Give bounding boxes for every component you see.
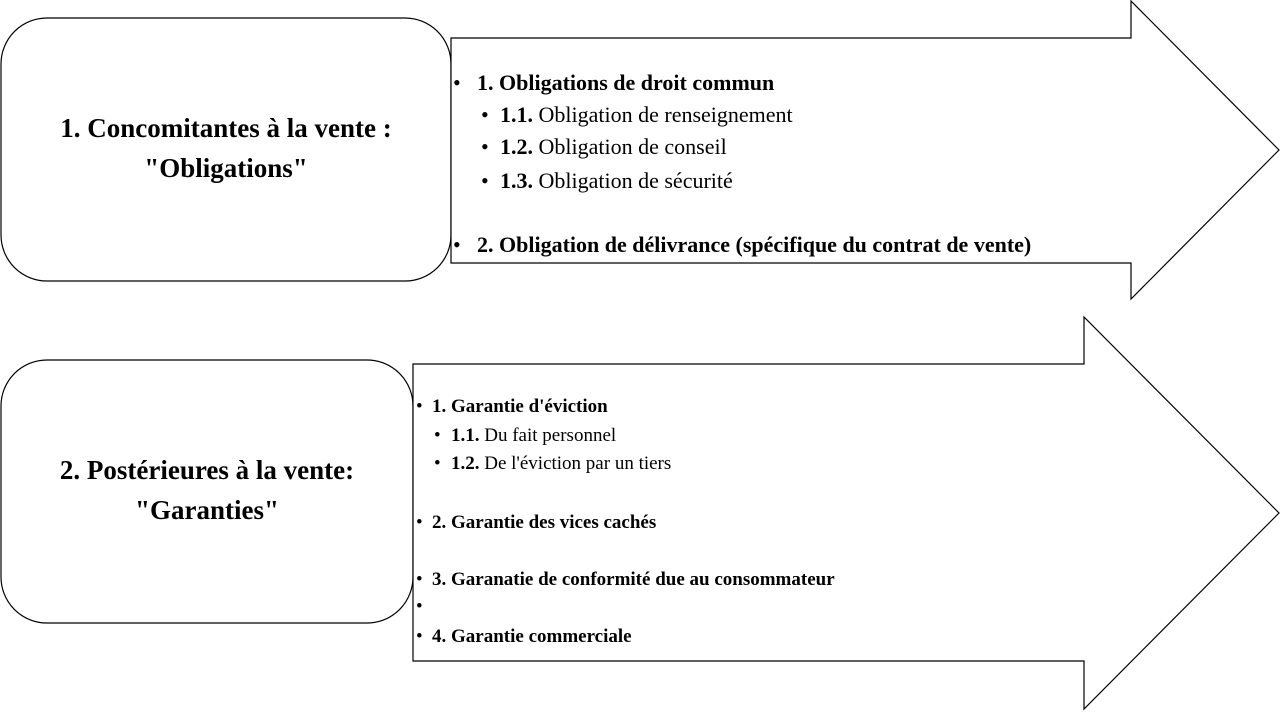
list-item-text	[500, 102, 793, 128]
list-item-text	[500, 134, 727, 160]
list-item	[416, 596, 423, 618]
list-item	[434, 425, 617, 447]
item-number: 1.1.	[451, 425, 480, 446]
item-label: Du fait personnel	[484, 425, 617, 446]
bottom-box-line-2: "Garanties"	[135, 495, 279, 525]
item-label: Obligation de délivrance (spécifique du contrat de vente)	[499, 232, 1032, 257]
bullet-icon: •	[434, 453, 441, 474]
bullet-icon: •	[416, 512, 423, 533]
list-item	[453, 70, 775, 96]
list-item-text	[432, 512, 656, 534]
list-item-text	[500, 168, 733, 194]
item-number: 3.	[432, 569, 447, 590]
item-label: Garantie des vices cachés	[451, 512, 657, 533]
item-number: 1.2.	[451, 453, 480, 474]
item-number: 1.	[477, 70, 494, 95]
item-number: 4.	[432, 626, 447, 647]
bullet-icon: •	[434, 425, 441, 446]
list-item-text	[432, 569, 835, 591]
bullet-icon: •	[416, 396, 423, 417]
list-item-text	[477, 232, 1031, 258]
top-box-line-2: "Obligations"	[144, 153, 308, 183]
list-item-text	[477, 70, 774, 96]
item-number: 2.	[432, 512, 447, 533]
item-number: 2.	[477, 232, 494, 257]
item-label: Obligation de conseil	[538, 134, 727, 159]
bullet-icon: •	[481, 102, 489, 127]
item-label: Garantie commerciale	[451, 626, 632, 647]
list-item	[434, 453, 672, 475]
bullet-icon: •	[453, 70, 461, 95]
bullet-icon: •	[416, 569, 423, 590]
list-item-text	[451, 453, 671, 475]
item-number: 1.	[432, 396, 447, 417]
list-item	[481, 168, 733, 194]
bottom-box-line-1: 2. Postérieures à la vente:	[59, 455, 355, 485]
list-item	[453, 232, 1032, 258]
list-item	[416, 569, 835, 591]
list-item-text	[451, 425, 616, 447]
item-label: Obligation de sécurité	[538, 168, 733, 193]
top-box-line-1: 1. Concomitantes à la vente :	[60, 113, 392, 143]
list-item	[416, 626, 632, 648]
item-number: 1.3.	[500, 168, 533, 193]
list-item	[481, 134, 727, 160]
item-number: 1.2.	[500, 134, 533, 159]
bullet-icon: •	[481, 134, 489, 159]
bullet-icon: •	[481, 168, 489, 193]
item-label: De l'éviction par un tiers	[484, 453, 672, 474]
item-label: Obligations de droit commun	[499, 70, 775, 95]
bullet-icon: •	[416, 596, 423, 617]
list-item-text	[432, 626, 632, 648]
list-item	[416, 396, 608, 418]
bullet-icon: •	[453, 232, 461, 257]
item-label: Garanatie de conformité due au consommateur	[451, 569, 835, 590]
list-item	[481, 102, 793, 128]
item-label: Obligation de renseignement	[538, 102, 793, 127]
bullet-icon: •	[416, 626, 423, 647]
bottom-box-title	[1, 450, 413, 530]
top-box-title	[1, 108, 451, 188]
list-item	[416, 512, 657, 534]
list-item-text	[432, 396, 608, 418]
item-label: Garantie d'éviction	[451, 396, 608, 417]
item-number: 1.1.	[500, 102, 533, 127]
